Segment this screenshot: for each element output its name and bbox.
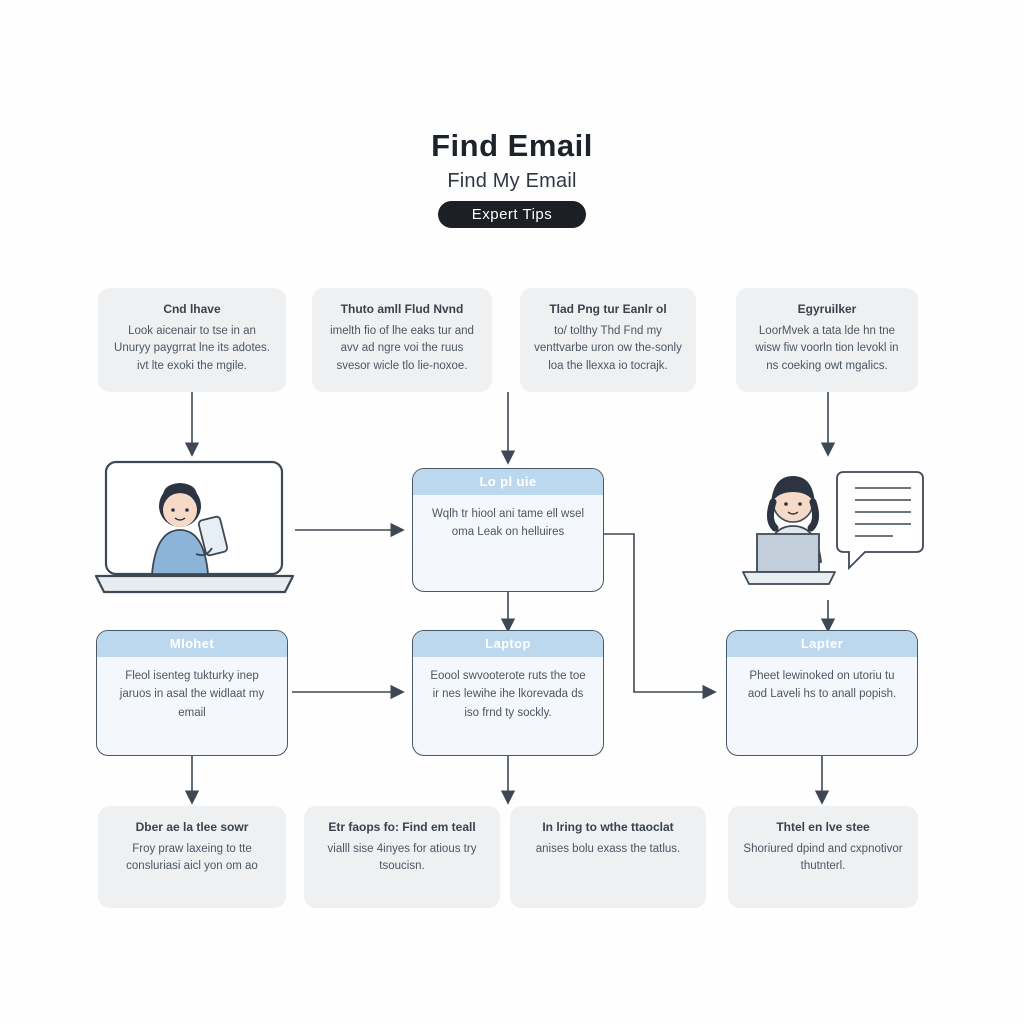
top-note-2	[312, 288, 492, 392]
bottom-note-4-title: Thtel en lve stee	[776, 820, 870, 834]
top-note-4-text: LoorMvek a tata lde hn tne wisw fiw voorln tion levokl in ns coeking owt mgalics.	[755, 324, 899, 373]
bottom-card-lapter-title: Lapter	[727, 631, 917, 657]
top-note-1	[98, 288, 286, 392]
page-title: Find Email	[431, 128, 593, 163]
bottom-note-2	[304, 806, 500, 908]
bottom-note-1	[98, 806, 286, 908]
bottom-note-4-text: Shoriured dpind and cxpnotivor thutnterl.	[743, 842, 903, 873]
diagram-header	[0, 128, 1024, 228]
status-badge: Expert Tips	[438, 201, 587, 228]
center-process-card-body: Wqlh tr hiool ani tame ell wsel oma Leak on helluires	[431, 508, 585, 539]
bottom-note-2-text: vialll sise 4inyes for atious try tsoucisn.	[327, 842, 477, 873]
bottom-note-2-title: Etr faops fo: Find em teall	[328, 820, 476, 834]
bottom-card-laptop-body: Eoool swvooterote ruts the toe ir nes lewihe ihe lkorevada ds iso frnd ty sockly.	[430, 670, 586, 719]
top-note-1-text: Look aicenair to tse in an Unuryy paygrrat lne its adotes. ivt lte exoki the mgile.	[114, 324, 270, 373]
top-note-3-text: to/ tolthy Thd Fnd my venttvarbe uron ow the-sonly loa the llexxa io tocrajk.	[534, 324, 682, 373]
bottom-card-mobile-title: Mlohet	[97, 631, 287, 657]
page-subtitle: Find My Email	[447, 170, 577, 192]
top-note-4-title: Egyruilker	[797, 302, 857, 316]
bottom-card-laptop	[412, 630, 604, 756]
top-note-3-title: Tlad Png tur Eanlr ol	[549, 302, 667, 316]
bottom-card-lapter-body: Pheet lewinoked on utoriu tu aod Laveli hs to anall popish.	[747, 670, 897, 701]
top-note-3	[520, 288, 696, 392]
bottom-note-1-title: Dber ae la tlee sowr	[135, 820, 249, 834]
bottom-note-1-text: Froy praw laxeing to tte consluriasi aicl yon om ao	[126, 842, 258, 873]
center-process-card-title: Lo pl uie	[413, 469, 603, 495]
bottom-card-mobile-body: Fleol isenteg tukturky inep jaruos in asal the widlaat my email	[119, 670, 265, 719]
bottom-note-3-text: anises bolu exass the tatlus.	[535, 842, 681, 855]
bottom-card-laptop-title: Laptop	[413, 631, 603, 657]
top-note-2-title: Thuto amll Flud Nvnd	[340, 302, 464, 316]
bottom-note-3	[510, 806, 706, 908]
bottom-card-mobile	[96, 630, 288, 756]
bottom-note-3-title: In lring to wthe ttaoclat	[542, 820, 674, 834]
center-process-card	[412, 468, 604, 592]
bottom-note-4	[728, 806, 918, 908]
bottom-card-lapter	[726, 630, 918, 756]
woman-laptop-illustration	[735, 466, 925, 600]
laptop-person-illustration	[92, 458, 297, 598]
top-note-1-title: Cnd lhave	[163, 302, 221, 316]
top-note-2-text: imelth fio of lhe eaks tur and avv ad ngre voi the ruus svesor wicle tlo lie-noxoe.	[330, 324, 474, 373]
top-note-4	[736, 288, 918, 392]
